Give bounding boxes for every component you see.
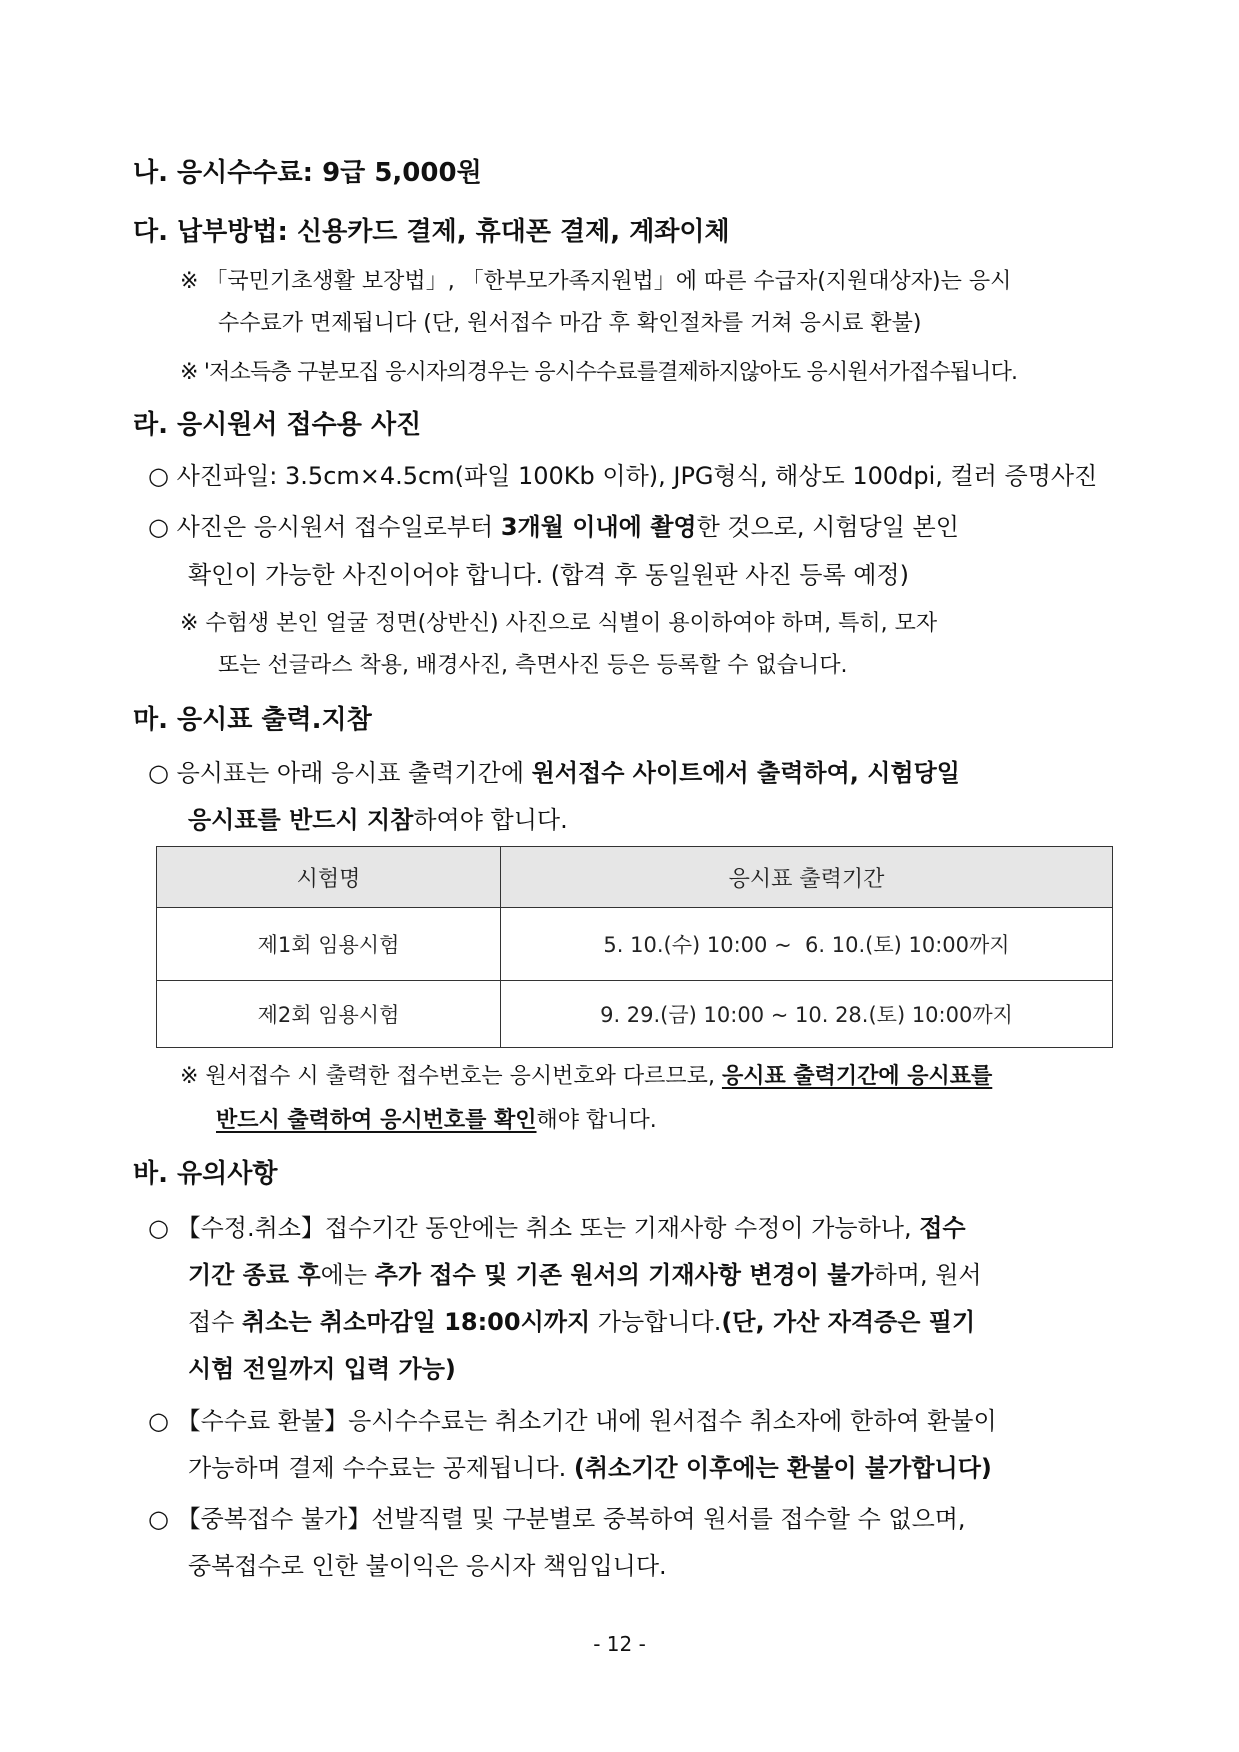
bullet-photo-recent-line2: 확인이 가능한 사진이어야 합니다. (합격 후 동일원판 사진 등록 예정): [188, 561, 909, 589]
bold-text: 3개월 이내에 촬영: [500, 513, 697, 541]
table-header-row: [157, 847, 1113, 908]
bullet-modify-cancel-line2: [188, 1263, 982, 1287]
text: ※ 원서접수 시 출력한 접수번호는 응시번호와 다르므로,: [180, 1064, 722, 1089]
table-cell: 5. 10.(수) 10:00 ~ 6. 10.(토) 10:00까지: [501, 908, 1113, 981]
text: 에는: [320, 1261, 375, 1289]
table-row: [157, 908, 1113, 981]
bold-text: (취소기간 이후에는 환불이 불가합니다): [573, 1454, 992, 1482]
bullet-modify-cancel-line3: [188, 1310, 975, 1334]
bullet-modify-cancel-line4: 시험 전일까지 입력 가능): [188, 1355, 456, 1383]
table-header-cell: 응시표 출력기간: [501, 847, 1113, 908]
text: 하며, 원서: [873, 1261, 982, 1289]
page-number: - 12 -: [593, 1632, 646, 1656]
bullet-photo-recent-line1: [148, 515, 959, 539]
note-ticket-line1: [180, 1066, 992, 1088]
bold-underlined-text: 응시표 출력기간에 응시표를: [721, 1064, 993, 1089]
table-cell: 제1회 임용시험: [157, 908, 501, 981]
note-exemption-line2: 수수료가 면제됩니다 (단, 원서접수 마감 후 확인절차를 거쳐 응시료 환불): [218, 311, 922, 336]
note-low-income: ※ '저소득층 구분모집 응시자의경우는 응시수수료를결제하지않아도 응시원서가접수됩니다.: [180, 360, 1018, 385]
bold-underlined-text: 반드시 출력하여 응시번호를 확인: [216, 1108, 537, 1133]
table-cell: 9. 29.(금) 10:00 ~ 10. 28.(토) 10:00까지: [501, 981, 1113, 1048]
table-row: [157, 981, 1113, 1048]
bullet-ticket-line1: [148, 761, 960, 785]
heading-precautions: 바. 유의사항: [133, 1159, 278, 1189]
bullet-duplicate-line1: ○ 【중복접수 불가】선발직렬 및 구분별로 중복하여 원서를 접수할 수 없으며,: [148, 1505, 966, 1533]
text: 가능합니다.: [590, 1308, 722, 1336]
bold-text: (단, 가산 자격증은 필기: [721, 1308, 976, 1336]
bullet-duplicate-line2: 중복접수로 인한 불이익은 응시자 책임입니다.: [188, 1552, 667, 1580]
heading-photo: 라. 응시원서 접수용 사진: [133, 410, 422, 440]
text: 한 것으로, 시험당일 본인: [696, 513, 959, 541]
table-cell: 제2회 임용시험: [157, 981, 501, 1048]
text: ○ 사진은 응시원서 접수일로부터: [148, 513, 501, 541]
bullet-refund-line1: ○ 【수수료 환불】응시수수료는 취소기간 내에 원서접수 취소자에 한하여 환불이: [148, 1407, 997, 1435]
bullet-refund-line2: [188, 1456, 992, 1480]
note-photo-line1: ※ 수험생 본인 얼굴 정면(상반신) 사진으로 식별이 용이하여야 하며, 특히, 모자: [180, 611, 938, 636]
table-header-cell: 시험명: [157, 847, 501, 908]
bold-text: 원서접수 사이트에서 출력하여, 시험당일: [531, 759, 960, 787]
text: ○ 응시표는 아래 응시표 출력기간에: [148, 759, 532, 787]
text: 가능하며 결제 수수료는 공제됩니다.: [188, 1454, 574, 1482]
bullet-modify-cancel-line1: [148, 1216, 966, 1240]
bold-text: 추가 접수 및 기존 원서의 기재사항 변경이 불가: [374, 1261, 874, 1289]
note-exemption-line1: ※ 「국민기초생활 보장법」, 「한부모가족지원법」에 따른 수급자(지원대상자)는 응시: [180, 269, 1012, 294]
text: ○ 【수정.취소】접수기간 동안에는 취소 또는 기재사항 수정이 가능하나,: [148, 1214, 920, 1242]
bold-text: 접수: [919, 1214, 966, 1242]
ticket-print-period-table: [156, 846, 1113, 1048]
heading-ticket: 마. 응시표 출력.지참: [133, 705, 372, 735]
text: 접수: [188, 1308, 242, 1336]
text: 해야 합니다.: [536, 1108, 657, 1133]
bold-text: 취소는 취소마감일 18:00시까지: [242, 1308, 591, 1336]
heading-fee: 나. 응시수수료: 9급 5,000원: [133, 158, 482, 188]
heading-payment: 다. 납부방법: 신용카드 결제, 휴대폰 결제, 계좌이체: [133, 217, 730, 247]
bold-text: 응시표를 반드시 지참: [188, 806, 414, 834]
text: 하여야 합니다.: [413, 806, 568, 834]
bold-text: 기간 종료 후: [188, 1261, 321, 1289]
bullet-ticket-line2: [188, 808, 568, 832]
bullet-photo-spec: ○ 사진파일: 3.5cm×4.5cm(파일 100Kb 이하), JPG형식, 해상도 100dpi, 컬러 증명사진: [148, 462, 1098, 490]
note-photo-line2: 또는 선글라스 착용, 배경사진, 측면사진 등은 등록할 수 없습니다.: [218, 653, 848, 678]
note-ticket-line2: [216, 1110, 657, 1132]
